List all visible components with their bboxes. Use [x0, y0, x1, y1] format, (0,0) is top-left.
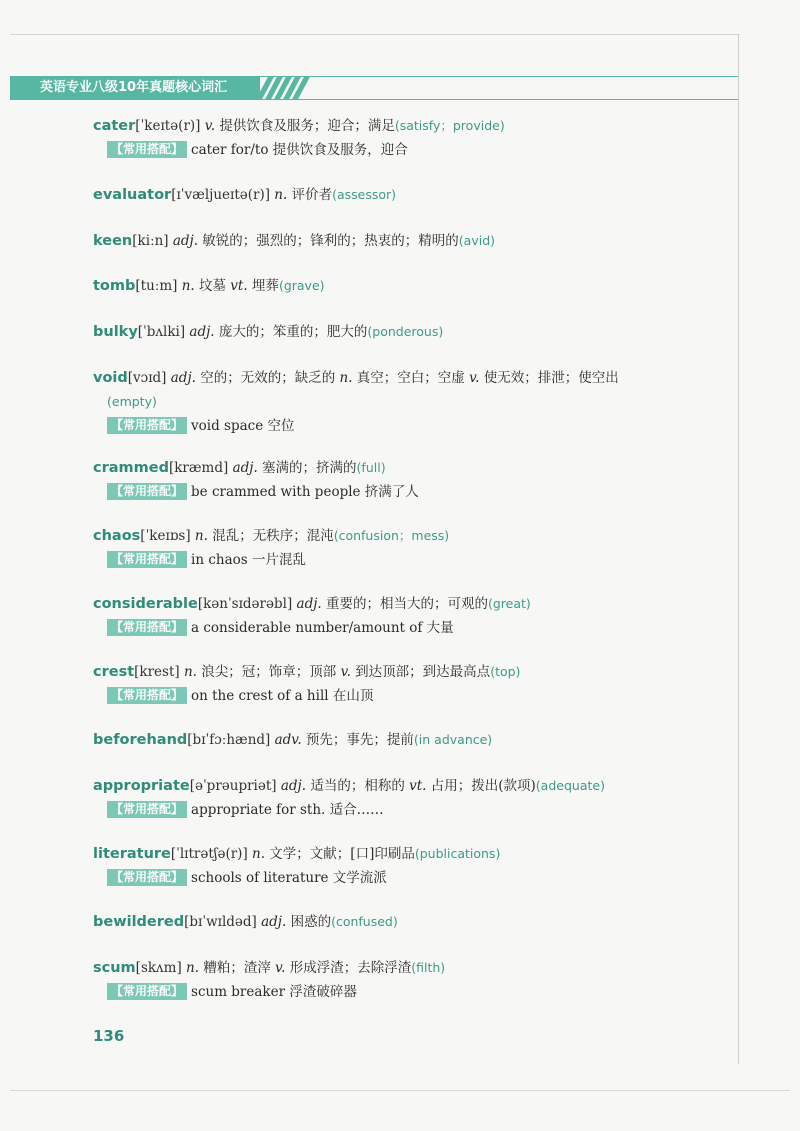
- entry-keen: [93, 229, 693, 253]
- headword: keen: [93, 233, 133, 249]
- collocation-label: 【常用搭配】: [107, 687, 187, 704]
- part-of-speech-2: n.: [339, 370, 353, 386]
- collocation-text: scum breaker 浮渣破碎器: [191, 984, 357, 1000]
- entry-appropriate: [93, 774, 693, 822]
- entry-cater: [93, 114, 693, 162]
- phonetic: [bɪˈwɪldəd]: [184, 914, 257, 930]
- part-of-speech: adj.: [296, 596, 322, 612]
- part-of-speech: n.: [274, 187, 288, 203]
- collocation: [107, 980, 693, 1004]
- collocation-label: 【常用搭配】: [107, 483, 187, 500]
- part-of-speech-2: v.: [340, 664, 351, 680]
- phonetic: [bɪˈfɔːhænd]: [187, 732, 271, 748]
- definition-2: 真空；空白；空虚: [352, 370, 470, 386]
- collocation-text: cater for/to 提供饮食及服务，迎合: [191, 142, 408, 158]
- part-of-speech: n.: [194, 528, 208, 544]
- entry-void: [93, 366, 693, 438]
- collocation-text: be crammed with people 挤满了人: [191, 484, 419, 500]
- synonym: (full): [356, 460, 386, 475]
- headword: literature: [93, 846, 171, 862]
- entry-literature: [93, 842, 693, 890]
- collocation-label: 【常用搭配】: [107, 141, 187, 158]
- definition-2: 占用；拨出(款项): [426, 778, 536, 794]
- headword: bulky: [93, 324, 138, 340]
- header-stripes: [262, 77, 304, 99]
- synonym: (empty): [107, 394, 157, 409]
- part-of-speech-2: v.: [275, 960, 286, 976]
- collocation: [107, 548, 693, 572]
- running-header: [10, 76, 738, 100]
- definition: 浪尖；冠；饰章；顶部: [196, 664, 341, 680]
- page-number: 136: [93, 1027, 125, 1045]
- synonym: (in advance): [413, 732, 493, 747]
- collocation-label: 【常用搭配】: [107, 551, 187, 568]
- headword: chaos: [93, 528, 141, 544]
- definition-2: 埋葬: [247, 278, 279, 294]
- synonym: (satisfy；provide): [394, 118, 505, 133]
- headword: appropriate: [93, 778, 190, 794]
- definition: 预先；事先；提前: [301, 732, 414, 748]
- part-of-speech: adj.: [170, 370, 196, 386]
- entry-evaluator: [93, 183, 693, 207]
- phonetic: [kənˈsɪdərəbl]: [197, 596, 293, 612]
- definition: 混乱；无秩序；混沌: [207, 528, 334, 544]
- headword: tomb: [93, 278, 136, 294]
- part-of-speech: adj.: [232, 460, 258, 476]
- collocation-label: 【常用搭配】: [107, 983, 187, 1000]
- headword: crammed: [93, 460, 169, 476]
- headword: cater: [93, 118, 136, 134]
- collocation: [107, 616, 693, 640]
- entry-bulky: [93, 320, 693, 344]
- definition-2: 到达顶部；到达最高点: [350, 664, 491, 680]
- synonym: (grave): [278, 278, 325, 293]
- collocation-label: 【常用搭配】: [107, 619, 187, 636]
- definition: 适当的；相称的: [306, 778, 410, 794]
- definition: 空的；无效的；缺乏的: [195, 370, 340, 386]
- synonym: (confusion；mess): [333, 528, 450, 543]
- phonetic: [kiːn]: [132, 233, 169, 249]
- part-of-speech: adv.: [274, 732, 302, 748]
- collocation-text: appropriate for sth. 适合……: [191, 802, 384, 818]
- definition: 塞满的；挤满的: [257, 460, 357, 476]
- collocation: [107, 414, 693, 438]
- phonetic: [əˈprəupriət]: [189, 778, 277, 794]
- synonym: (top): [490, 664, 521, 679]
- definition: 坟墓: [194, 278, 231, 294]
- synonym: (great): [487, 596, 531, 611]
- definition-2: 形成浮渣；去除浮渣: [285, 960, 412, 976]
- entry-chaos: [93, 524, 693, 572]
- part-of-speech: n.: [186, 960, 200, 976]
- synonym: (confused): [331, 914, 398, 929]
- headword: evaluator: [93, 187, 172, 203]
- collocation-label: 【常用搭配】: [107, 801, 187, 818]
- headword: scum: [93, 960, 136, 976]
- phonetic: [skʌm]: [135, 960, 182, 976]
- synonym: (ponderous): [367, 324, 444, 339]
- part-of-speech: n.: [252, 846, 266, 862]
- entry-crammed: [93, 456, 693, 504]
- phonetic: [ˈbʌlki]: [137, 324, 186, 340]
- phonetic: [ˈkeɪɒs]: [140, 528, 191, 544]
- phonetic: [krest]: [134, 664, 180, 680]
- definition: 糟粕；渣滓: [199, 960, 276, 976]
- headword: crest: [93, 664, 135, 680]
- definition-3: 使无效；排泄；使空出: [479, 370, 619, 386]
- part-of-speech: adj.: [261, 914, 287, 930]
- bottom-rule: [10, 1090, 790, 1091]
- definition: 文学；文献；[口]印刷品: [265, 846, 415, 862]
- collocation: [107, 798, 693, 822]
- collocation-text: on the crest of a hill 在山顶: [191, 688, 374, 704]
- collocation-label: 【常用搭配】: [107, 417, 187, 434]
- definition: 困惑的: [286, 914, 332, 930]
- part-of-speech: adj.: [189, 324, 215, 340]
- definition: 评价者: [287, 187, 333, 203]
- collocation-text: schools of literature 文学流派: [191, 870, 387, 886]
- headword: beforehand: [93, 732, 188, 748]
- synonym: (adequate): [535, 778, 605, 793]
- collocation: [107, 684, 693, 708]
- part-of-speech: adj.: [172, 233, 198, 249]
- definition: 提供饮食及服务；迎合；满足: [215, 118, 395, 134]
- book-title: 英语专业八级10年真题核心词汇: [10, 77, 260, 99]
- definition: 敏锐的；强烈的；锋利的；热衷的；精明的: [198, 233, 459, 249]
- entry-bewildered: [93, 910, 693, 934]
- phonetic: [ɪˈvæljueɪtə(r)]: [171, 187, 270, 203]
- headword: considerable: [93, 596, 198, 612]
- definition: 庞大的；笨重的；肥大的: [214, 324, 368, 340]
- collocation: [107, 866, 693, 890]
- headword: bewildered: [93, 914, 185, 930]
- synonym: (filth): [411, 960, 446, 975]
- phonetic: [ˈkeɪtə(r)]: [135, 118, 201, 134]
- synonym: (assessor): [332, 187, 397, 202]
- collocation-text: void space 空位: [191, 418, 295, 434]
- entry-crest: [93, 660, 693, 708]
- top-rule: [10, 34, 740, 35]
- definition: 重要的；相当大的；可观的: [321, 596, 488, 612]
- entry-scum: [93, 956, 693, 1004]
- phonetic: [vɔɪd]: [127, 370, 167, 386]
- part-of-speech-2: vt.: [230, 278, 248, 294]
- entry-tomb: [93, 274, 693, 298]
- headword: void: [93, 370, 128, 386]
- collocation-text: a considerable number/amount of 大量: [191, 620, 454, 636]
- synonym: (avid): [458, 233, 496, 248]
- part-of-speech-2: vt.: [409, 778, 427, 794]
- part-of-speech: adj.: [280, 778, 307, 794]
- part-of-speech-3: v.: [469, 370, 480, 386]
- part-of-speech: n.: [183, 664, 197, 680]
- phonetic: [kræmd]: [168, 460, 229, 476]
- part-of-speech: n.: [181, 278, 195, 294]
- collocation-text: in chaos 一片混乱: [191, 552, 306, 568]
- part-of-speech: v.: [204, 118, 216, 134]
- entry-considerable: [93, 592, 693, 640]
- phonetic: [tuːm]: [135, 278, 178, 294]
- collocation: [107, 480, 693, 504]
- collocation: [107, 138, 693, 162]
- entry-beforehand: [93, 728, 693, 752]
- phonetic: [ˈlɪtrətʃə(r)]: [170, 846, 248, 862]
- right-margin-rule: [738, 34, 739, 1064]
- collocation-label: 【常用搭配】: [107, 869, 187, 886]
- synonym: (publications): [414, 846, 501, 861]
